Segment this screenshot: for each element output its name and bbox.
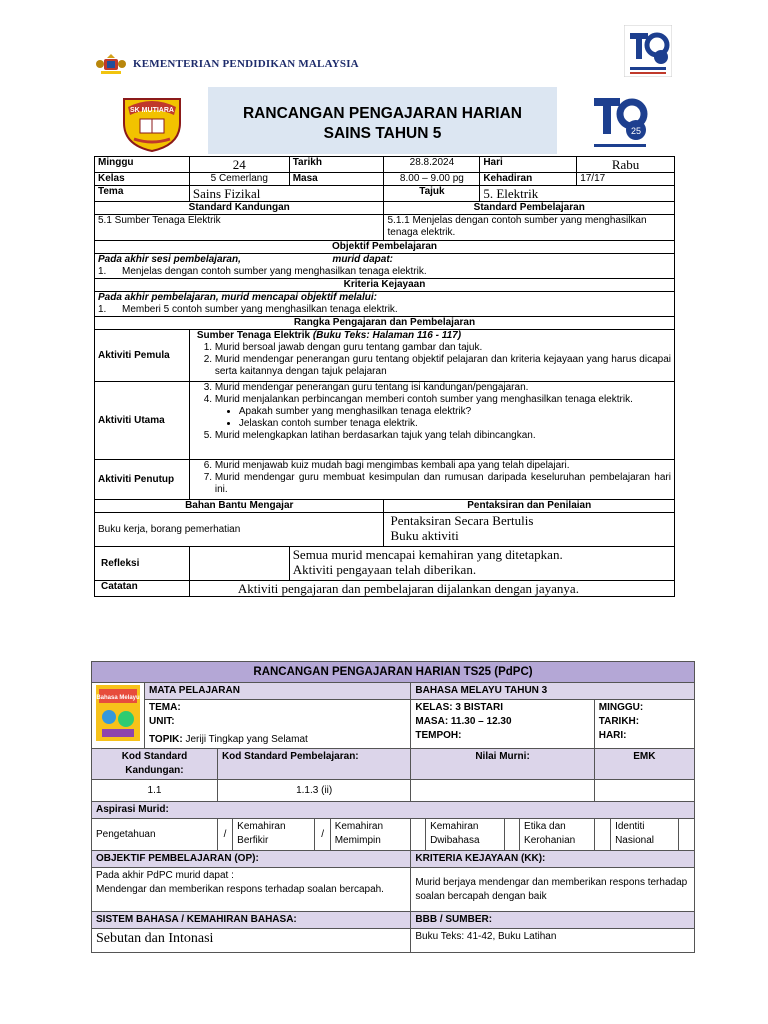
objektif-label: Objektif Pembelajaran bbox=[95, 241, 675, 254]
emk-value bbox=[594, 780, 694, 802]
tarikh-label: Tarikh bbox=[289, 157, 384, 173]
sistem-bahasa-value: Sebutan dan Intonasi bbox=[92, 929, 411, 953]
ts25-title: RANCANGAN PENGAJARAN HARIAN TS25 (PdPC) bbox=[92, 662, 695, 683]
utama-item: 3. Murid mendengar penerangan guru tentang isi kandungan/pengajaran. bbox=[215, 382, 671, 394]
aktiviti-pemula-label: Aktiviti Pemula bbox=[95, 330, 190, 382]
aspirasi-item: Pengetahuan bbox=[92, 819, 218, 851]
kk-content: Murid berjaya mendengar dan memberikan respons terhadap soalan bercapah dengan baik bbox=[411, 868, 695, 912]
hari-label: HARI: bbox=[598, 730, 627, 741]
textbook-cover bbox=[92, 683, 145, 749]
school-logo-text: SK MUTIARA bbox=[130, 107, 174, 114]
emk-label: EMK bbox=[594, 749, 694, 780]
tema-label: TEMA: bbox=[149, 702, 181, 713]
bbm-label: Bahan Bantu Mengajar bbox=[95, 500, 384, 513]
page-title: RANCANGAN PENGAJARAN HARIAN bbox=[242, 105, 522, 122]
kehadiran-value: 17/17 bbox=[577, 173, 675, 186]
malaysia-coat-of-arms-icon bbox=[95, 52, 127, 76]
minggu-value: 24 bbox=[189, 157, 289, 173]
kod-sk-label: Kod Standard Kandungan: bbox=[92, 749, 218, 780]
pentaksiran-value bbox=[384, 513, 675, 547]
svg-text:25: 25 bbox=[630, 126, 642, 136]
topik-value: Jeriji Tingkap yang Selamat bbox=[185, 734, 308, 745]
ministry-name: KEMENTERIAN PENDIDIKAN MALAYSIA bbox=[133, 58, 359, 70]
kriteria-item: Memberi 5 contoh sumber yang menghasilkan tenaga elektrik. bbox=[122, 304, 398, 315]
hari-value: Rabu bbox=[577, 157, 675, 173]
title-box bbox=[208, 87, 557, 154]
utama-bullet: • Jelaskan contoh sumber tenaga elektrik. bbox=[239, 418, 671, 430]
tajuk-value: 5. Elektrik bbox=[480, 186, 675, 202]
minggu-block bbox=[594, 700, 694, 749]
aspirasi-checkbox bbox=[505, 819, 520, 851]
op-line: Pada akhir PdPC murid dapat : bbox=[96, 870, 234, 881]
kod-sk-value: 1.1 bbox=[92, 780, 218, 802]
standard-kandungan-value: 5.1 Sumber Tenaga Elektrik bbox=[95, 215, 384, 241]
aktiviti-utama-label: Aktiviti Utama bbox=[95, 382, 190, 460]
ts25-logo-large-icon bbox=[590, 92, 650, 152]
nilai-murni-label: Nilai Murni: bbox=[411, 749, 594, 780]
standard-pembelajaran-value: 5.1.1 Menjelas dengan contoh sumber yang menghasilkan tenaga elektrik. bbox=[384, 215, 675, 241]
page-subtitle: SAINS TAHUN 5 bbox=[323, 125, 442, 142]
minggu-label: MINGGU: bbox=[598, 702, 644, 713]
kriteria-number: 1. bbox=[98, 304, 107, 315]
objektif-intro-a: Pada akhir sesi pembelajaran, bbox=[98, 254, 241, 265]
refleksi-label: Refleksi bbox=[95, 547, 190, 581]
refleksi-line: Semua murid mencapai kemahiran yang ditetapkan. bbox=[292, 547, 563, 562]
aktiviti-penutup-content bbox=[189, 460, 674, 500]
pemula-item: 2. Murid mendengar penerangan guru tentang objektif pelajaran dan kriteria kejayaan yang harus dicapai serta kaitannya dengan tajuk pelajaran bbox=[215, 354, 671, 378]
kelas-value: KELAS: 3 BISTARI bbox=[415, 702, 503, 713]
ts25-table bbox=[91, 661, 695, 953]
objektif-item: Menjelas dengan contoh sumber yang menghasilkan tenaga elektrik. bbox=[122, 266, 427, 277]
aspirasi-checkbox bbox=[594, 819, 610, 851]
op-content bbox=[92, 868, 411, 912]
tarikh-value: 28.8.2024 bbox=[384, 157, 480, 173]
tema-label: Tema bbox=[95, 186, 190, 202]
pentaksiran-label: Pentaksiran dan Penilaian bbox=[384, 500, 675, 513]
aspirasi-item: Kemahiran Dwibahasa bbox=[426, 819, 505, 851]
nilai-murni-value bbox=[411, 780, 594, 802]
tema-unit-block bbox=[145, 700, 411, 733]
masa-value: 8.00 – 9.00 pg bbox=[384, 173, 480, 186]
tempoh-label: TEMPOH: bbox=[415, 730, 462, 741]
masa-label: Masa bbox=[289, 173, 384, 186]
utama-item: 5. Murid melengkapkan latihan berdasarkan tajuk yang telah dibincangkan. bbox=[215, 430, 671, 442]
aspirasi-checkbox bbox=[678, 819, 694, 851]
objektif-intro-b: murid dapat: bbox=[332, 254, 393, 265]
school-logo-icon bbox=[118, 93, 186, 153]
kelas-value: 5 Cemerlang bbox=[189, 173, 289, 186]
sistem-bahasa-label: SISTEM BAHASA / KEMAHIRAN BAHASA: bbox=[92, 912, 411, 929]
hari-label: Hari bbox=[480, 157, 577, 173]
book-cover-text: Bahasa Melayu bbox=[96, 695, 140, 701]
utama-bullet: • Apakah sumber yang menghasilkan tenaga elektrik? bbox=[239, 406, 671, 418]
kelas-label: Kelas bbox=[95, 173, 190, 186]
kod-sp-value: 1.1.3 (ii) bbox=[217, 780, 410, 802]
pemula-ref: (Buku Teks: Halaman 116 - 117) bbox=[312, 330, 462, 341]
op-line: Mendengar dan memberikan respons terhadap soalan bercapah. bbox=[96, 884, 384, 895]
aspirasi-item: Etika dan Kerohanian bbox=[520, 819, 595, 851]
aspirasi-label: Aspirasi Murid: bbox=[92, 802, 695, 819]
objektif-content bbox=[95, 254, 675, 279]
pentaksiran-line: Buku aktiviti bbox=[390, 528, 459, 543]
topik-row bbox=[145, 732, 411, 749]
tarikh-label: TARIKH: bbox=[598, 716, 640, 727]
mata-pelajaran-label: MATA PELAJARAN bbox=[145, 683, 411, 700]
pemula-heading: Sumber Tenaga Elektrik bbox=[196, 330, 311, 341]
penutup-item: 6. Murid menjawab kuiz mudah bagi mengimbas kembali apa yang telah dipelajari. bbox=[215, 460, 671, 472]
aspirasi-checkbox: / bbox=[315, 819, 330, 851]
pemula-item: 1. Murid bersoal jawab dengan guru tentang gambar dan tajuk. bbox=[215, 342, 671, 354]
bahasa-melayu-book-icon bbox=[96, 685, 140, 741]
aspirasi-item: Kemahiran Memimpin bbox=[330, 819, 411, 851]
kod-sp-label: Kod Standard Pembelajaran: bbox=[217, 749, 410, 780]
mata-pelajaran-value: BAHASA MELAYU TAHUN 3 bbox=[411, 683, 695, 700]
refleksi-value bbox=[289, 547, 674, 581]
tajuk-label: Tajuk bbox=[384, 186, 480, 202]
refleksi-line: Aktiviti pengayaan telah diberikan. bbox=[292, 562, 477, 577]
op-label: OBJEKTIF PEMBELAJARAN (OP): bbox=[92, 851, 411, 868]
kehadiran-label: Kehadiran bbox=[480, 173, 577, 186]
catatan-value: Aktiviti pengajaran dan pembelajaran dijalankan dengan jayanya. bbox=[189, 581, 674, 597]
aktiviti-utama-content bbox=[189, 382, 674, 460]
bbb-value: Buku Teks: 41-42, Buku Latihan bbox=[411, 929, 695, 953]
aktiviti-pemula-content bbox=[189, 330, 674, 382]
kk-label: KRITERIA KEJAYAAN (KK): bbox=[411, 851, 695, 868]
bbm-value: Buku kerja, borang pemerhatian bbox=[95, 513, 384, 547]
minggu-label: Minggu bbox=[95, 157, 190, 173]
aspirasi-item: Kemahiran Berfikir bbox=[233, 819, 315, 851]
kriteria-intro: Pada akhir pembelajaran, murid mencapai objektif melalui: bbox=[98, 292, 377, 303]
catatan-label: Catatan bbox=[95, 581, 190, 597]
ts25-logo-icon bbox=[624, 25, 672, 77]
utama-item: 4. Murid menjalankan perbincangan memberi contoh sumber yang menghasilkan tenaga elektrik. bbox=[215, 394, 671, 406]
aspirasi-item: Identiti Nasional bbox=[611, 819, 679, 851]
kriteria-label: Kriteria Kejayaan bbox=[95, 279, 675, 292]
aspirasi-checkbox bbox=[411, 819, 426, 851]
kriteria-content bbox=[95, 292, 675, 317]
topik-label: TOPIK: bbox=[149, 734, 183, 745]
tema-value: Sains Fizikal bbox=[189, 186, 384, 202]
standard-pembelajaran-label: Standard Pembelajaran bbox=[384, 202, 675, 215]
penutup-item: 7. Murid mendengar guru membuat kesimpulan dan rumusan daripada keseluruhan pembelajaran hari ini. bbox=[215, 472, 671, 496]
rph-table bbox=[94, 156, 675, 597]
pentaksiran-line: Pentaksiran Secara Bertulis bbox=[390, 513, 534, 528]
unit-label: UNIT: bbox=[149, 716, 175, 727]
aspirasi-checkbox: / bbox=[217, 819, 232, 851]
aktiviti-penutup-label: Aktiviti Penutup bbox=[95, 460, 190, 500]
kelas-masa-block bbox=[411, 700, 594, 749]
standard-kandungan-label: Standard Kandungan bbox=[95, 202, 384, 215]
masa-value: MASA: 11.30 – 12.30 bbox=[415, 716, 512, 727]
rangka-label: Rangka Pengajaran dan Pembelajaran bbox=[95, 317, 675, 330]
bbb-label: BBB / SUMBER: bbox=[411, 912, 695, 929]
objektif-number: 1. bbox=[98, 266, 107, 277]
